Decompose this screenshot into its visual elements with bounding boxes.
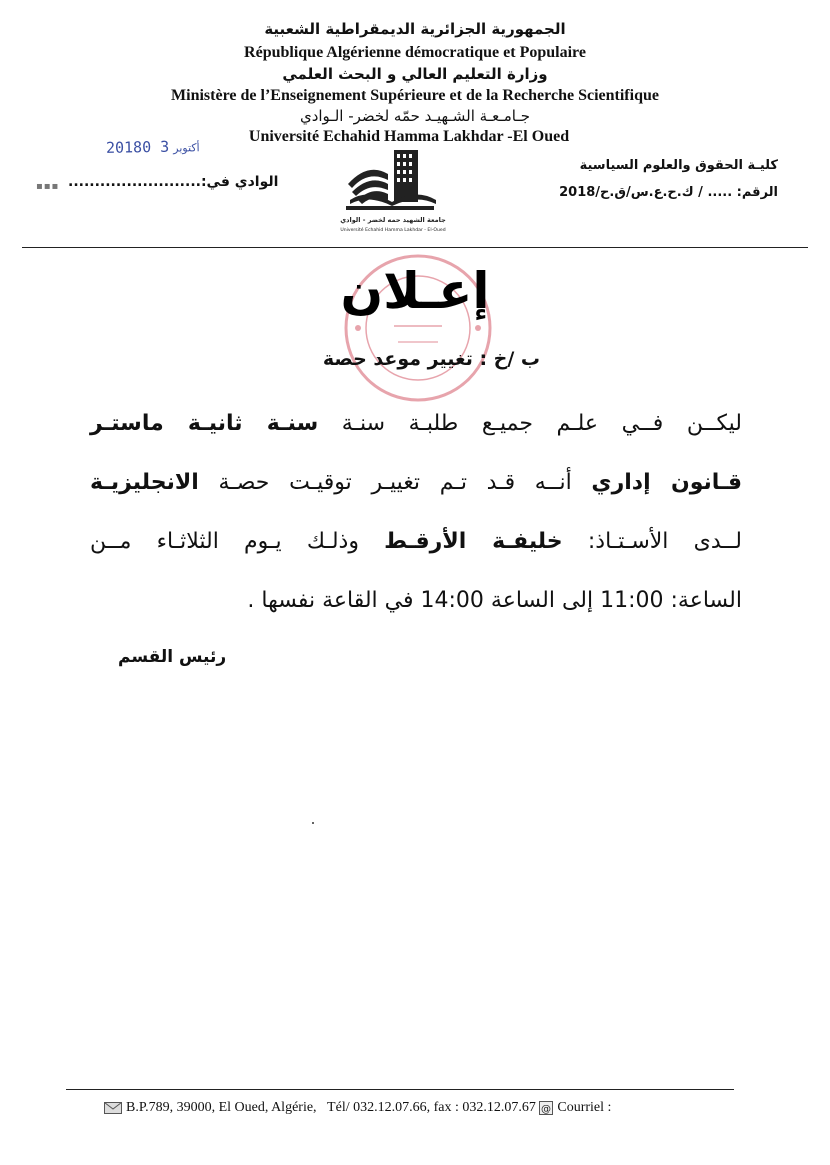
- republic-french: République Algérienne démocratique et Populaire: [244, 44, 586, 61]
- body-line-3: [90, 512, 742, 571]
- body-line-4: الساعة: 11:00 إلى الساعة 14:00 في القاعة نفسها .: [247, 588, 742, 613]
- received-date-stamp: [106, 137, 204, 157]
- faculty-block: [559, 158, 778, 212]
- department-head-signature-label: رئيس القسم: [118, 647, 227, 667]
- body-text-segment: أنــه قـد تـم تغييـر توقيـت حصـة: [198, 470, 592, 495]
- body-teacher-emphasis: خليفـة الأرقـط: [384, 529, 563, 554]
- stamp-month: أكتوبر: [173, 141, 200, 155]
- ministry-french: Ministère de l’Enseignement Supérieure et de la Recherche Scientifique: [171, 87, 659, 104]
- svg-text:@: @: [541, 1103, 552, 1115]
- body-text-segment: ليكــن فــي علـم جميـع طلبـة سنـة: [318, 411, 742, 436]
- announcement-title: إعـلان: [340, 262, 490, 320]
- logo-caption-arabic: جامعة الشهيد حمه لخضر - الوادي: [340, 216, 446, 224]
- footer-phone-fax: Tél/ 032.12.07.66, fax : 032.12.07.67: [327, 1100, 536, 1115]
- footer-address: B.P.789, 39000, El Oued, Algérie,: [126, 1100, 317, 1115]
- announcement-body: [90, 394, 742, 630]
- body-level-emphasis: سنـة ثانيـة ماستـر: [90, 411, 319, 436]
- logo-caption-french: Université Echahid Hamma Lakhdar - El-Oued: [340, 228, 446, 233]
- university-logo: [338, 144, 448, 236]
- footer-divider: [66, 1089, 734, 1090]
- stamp-day: 3 0: [141, 137, 170, 157]
- subject-line: ب /خ : تغيير موعد حصة: [322, 348, 540, 370]
- body-subject-emphasis: الانجليزيـة: [90, 470, 199, 495]
- scan-speck: [312, 822, 314, 824]
- body-line-1: [90, 394, 742, 453]
- place-date-line: الوادي في:.........................: [68, 174, 279, 190]
- body-text-segment: وذلـك يـوم الثلاثـاء مــن: [90, 529, 385, 554]
- university-french: Université Echahid Hamma Lakhdar -El Oued: [248, 128, 570, 145]
- footer-contact: [104, 1100, 611, 1116]
- scan-mark: ▪▪▪: [36, 181, 60, 192]
- university-arabic: جـامـعـة الشـهيـد حمّه لخضر- الـوادي: [299, 107, 531, 125]
- mailbox-icon: [104, 1102, 122, 1114]
- body-course-emphasis: قـانون إداري: [591, 470, 742, 495]
- footer-email-label: Courriel :: [557, 1100, 612, 1115]
- reference-number: الرقم: ..... / ك.ح.ع.س/ق.ح/2018: [559, 185, 778, 200]
- stamp-year: 2018: [105, 138, 143, 157]
- email-at-icon: [539, 1101, 553, 1115]
- republic-arabic: الجمهورية الجزائرية الديمقراطية الشعبية: [264, 20, 566, 38]
- body-text-segment: لــدى الأسـتـاذ:: [562, 529, 742, 554]
- faculty-name: كليـة الحقوق والعلوم السياسية: [579, 158, 778, 173]
- body-line-2: [90, 453, 742, 512]
- ministry-arabic: وزارة التعليم العالي و البحث العلمي: [282, 65, 548, 83]
